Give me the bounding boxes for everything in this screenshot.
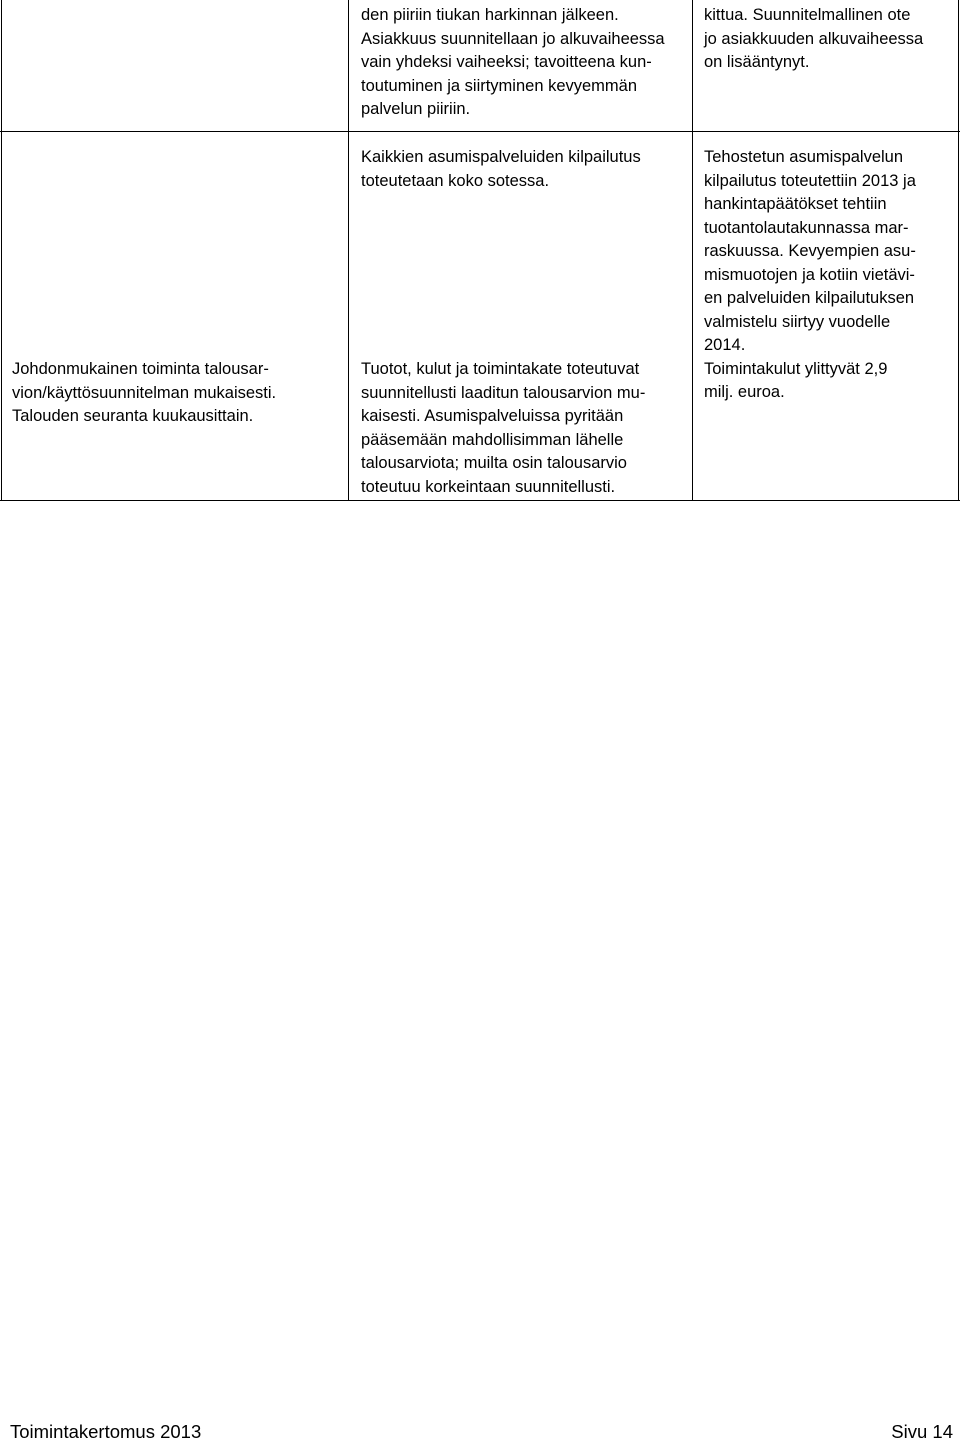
row2-col2-text-a: Kaikkien asumispalveluiden kilpailutus toteutetaan koko sotessa. bbox=[361, 148, 641, 190]
table-border-col2 bbox=[692, 0, 693, 501]
row1-col2-text: den piiriin tiukan harkinnan jälkeen. Asiakkuus suunnitellaan jo alkuvaiheessa vain yhdeksi vaiheeksi; tavoitteena kun- toutuminen ja siirtyminen kevyemmän palvelun piiriin. bbox=[361, 6, 665, 118]
row2-col2-text-b: Tuotot, kulut ja toimintakate toteutuvat suunnitellusti laaditun talousarvion mu- kaisesti. Asumispalveluissa pyritään pääsemään mahdollisimman lähelle talousarviota; muilta osin talousarvio toteutuu korkeintaan suunnitellusti. bbox=[361, 360, 646, 496]
row2-col1-text: Johdonmukainen toiminta talousar- vion/käyttösuunnitelman mukaisesti. Talouden seuranta kuukausittain. bbox=[12, 360, 277, 425]
footer-title: Toimintakertomus 2013 bbox=[10, 1421, 202, 1442]
report-table bbox=[0, 0, 960, 501]
table-border-col1 bbox=[348, 0, 349, 501]
table-border-right bbox=[958, 0, 959, 501]
table-border-bottom bbox=[0, 500, 960, 501]
footer-page-number: Sivu 14 bbox=[891, 1421, 953, 1442]
table-border-left bbox=[1, 0, 2, 501]
row2-col3-text: Tehostetun asumispalvelun kilpailutus toteutettiin 2013 ja hankintapäätökset tehtiin tuotantolautakunnassa mar- raskuussa. Kevyempien asu- mismuotojen ja kotiin vietävi- en palveluiden kilpailutuksen valmistelu siirtyy vuodelle 2014. Toimintakulut ylittyvät 2,9 milj. euroa. bbox=[704, 148, 916, 401]
row1-col3-text: kittua. Suunnitelmallinen ote jo asiakkuuden alkuvaiheessa on lisääntynyt. bbox=[704, 6, 924, 71]
table-row-divider bbox=[0, 131, 960, 132]
